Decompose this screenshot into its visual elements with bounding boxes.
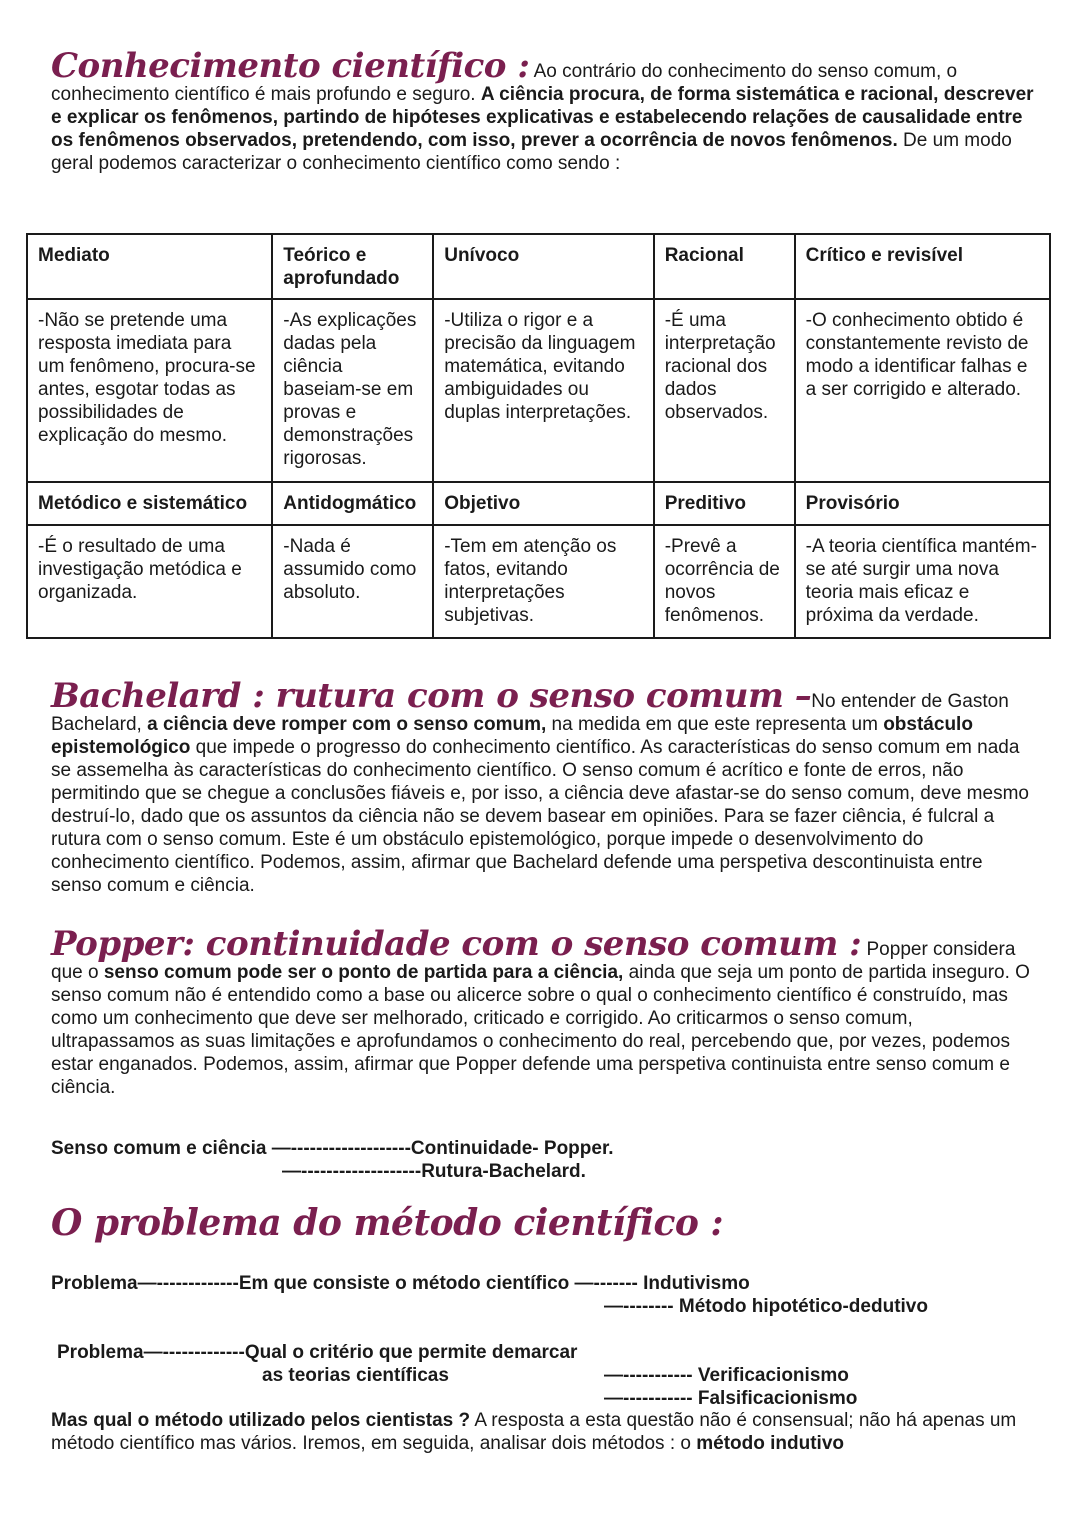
table-cell: -As explicações dadas pela ciência baseiam-se em provas e demonstrações rigorosas.: [272, 299, 433, 482]
popper-text-1: Popper considera que o: [51, 939, 1016, 983]
bachelard-text-3: que impede o progresso do conhecimento científico. As características do senso comum em nada se assemelha às características do conhecimento científico. O senso comum é acrítico e fonte de erros, não permitindo que se chegue a conclusões fiáveis e, por isso, a ciência deve afastar-se do senso comum, deve mesmo destruí-lo, dado que os assuntos da ciência não se devem basear em opiniões. Para se fazer ciência, é fulcral a rutura com o senso comum. Este é um obstáculo epistemológico, porque impede o desenvolvimento do conhecimento científico. Podemos, assim, afirmar que Bachelard defende uma perspetiva descontinuista entre senso comum e ciência.: [51, 737, 1029, 896]
bachelard-bold-1: a ciência deve romper com o senso comum,: [147, 714, 547, 735]
table-cell: -Utiliza o rigor e a precisão da linguagem matemática, evitando ambiguidades ou duplas interpretações.: [433, 299, 653, 482]
section-title-bachelard: Bachelard : rutura com o senso comum –: [51, 676, 812, 716]
header-cell: Mediato: [27, 234, 272, 299]
table-cell: -Não se pretende uma resposta imediata para um fenômeno, procura-se antes, esgotar todas as possibilidades de explicação do mesmo.: [27, 299, 272, 482]
bachelard-bold-2: obstáculo epistemológico: [51, 714, 973, 758]
method-problem-2: Problema—-------------Qual o critério que permite demarcar: [57, 1342, 578, 1363]
header-cell: Provisório: [795, 482, 1050, 525]
table-cell: -A teoria científica mantém-se até surgir uma nova teoria mais eficaz e próxima da verdade.: [795, 525, 1050, 638]
header-cell: Teórico e aprofundado: [272, 234, 433, 299]
closing-text-1: A resposta a esta questão não é consensual; não há apenas um método científico mas vários. Iremos, em seguida, analisar dois métodos : o: [51, 1410, 1017, 1454]
popper-bold-1: senso comum pode ser o ponto de partida para a ciência,: [103, 962, 624, 983]
intro-text-2: De um modo geral podemos caracterizar o conhecimento científico como sendo :: [51, 130, 1012, 174]
table-cell: -Nada é assumido como absoluto.: [272, 525, 433, 638]
intro-text-1: Ao contrário do conhecimento do senso comum, o conhecimento científico é mais profundo e seguro.: [51, 61, 958, 105]
closing-bold-1: Mas qual o método utilizado pelos cientistas ?: [51, 1410, 471, 1431]
header-cell: Antidogmático: [272, 482, 433, 525]
table-row: [27, 299, 1050, 482]
table-cell: -É o resultado de uma investigação metódica e organizada.: [27, 525, 272, 638]
senso-schema-line-1: Senso comum e ciência —-------------------Continuidade- Popper.: [51, 1138, 614, 1159]
bachelard-paragraph: [51, 676, 1036, 897]
closing-paragraph: [51, 1409, 1036, 1455]
closing-bold-2: método indutivo: [696, 1433, 845, 1454]
table-cell: -Prevê a ocorrência de novos fenômenos.: [654, 525, 795, 638]
header-cell: Crítico e revisível: [795, 234, 1050, 299]
characteristics-table: [26, 233, 1051, 639]
table-cell: -Tem em atenção os fatos, evitando interpretações subjetivas.: [433, 525, 653, 638]
header-cell: Metódico e sistemático: [27, 482, 272, 525]
section-title-conhecimento: Conhecimento científico :: [51, 46, 530, 86]
bachelard-text-2: na medida em que este representa um: [546, 714, 884, 735]
intro-paragraph: [51, 46, 1036, 175]
table-cell: -É uma interpretação racional dos dados observados.: [654, 299, 795, 482]
method-problem-1: Problema—-------------Em que consiste o método científico —------- Indutivismo: [51, 1273, 750, 1294]
method-problem-2-continued: as teorias científicas: [262, 1365, 449, 1386]
method-problem-1-branch: —-------- Método hipotético-dedutivo: [604, 1296, 928, 1317]
bachelard-text-1: No entender de Gaston Bachelard,: [51, 691, 1009, 735]
popper-text-2: ainda que seja um ponto de partida inseguro. O senso comum não é entendido como a base ou alicerce sobre o qual o conhecimento científico é construído, mas como um conhecimento que deve ser melhorado, criticado e corrigido. Ao criticarmos o senso comum, ultrapassamos as suas limitações e aprofundamos o conhecimento do real, percebendo que, por vezes, podemos estar enganados. Podemos, assim, afirmar que Popper defende uma perspetiva continuista entre senso comum e ciência.: [51, 962, 1030, 1098]
senso-schema-line-2: —-------------------Rutura-Bachelard.: [282, 1161, 586, 1182]
popper-paragraph: [51, 924, 1036, 1099]
section-title-metodo: O problema do método científico :: [51, 1202, 724, 1244]
header-cell: Objetivo: [433, 482, 653, 525]
table-header-row: [27, 482, 1050, 525]
header-cell: Unívoco: [433, 234, 653, 299]
intro-text-bold: A ciência procura, de forma sistemática e racional, descrever e explicar os fenômenos, partindo de hipóteses explicativas e estabelecendo relações de causalidade entre os fenômenos observados, pretendendo, com isso, prever a ocorrência de novos fenômenos.: [51, 84, 1034, 151]
header-cell: Racional: [654, 234, 795, 299]
header-cell: Preditivo: [654, 482, 795, 525]
table-header-row: [27, 234, 1050, 299]
table-cell: -O conhecimento obtido é constantemente revisto de modo a identificar falhas e a ser corrigido e alterado.: [795, 299, 1050, 482]
method-problem-2-branches: —----------- Verificacionismo —----------- Falsificacionismo: [604, 1365, 858, 1409]
section-title-popper: Popper: continuidade com o senso comum :: [51, 924, 862, 964]
table-row: [27, 525, 1050, 638]
